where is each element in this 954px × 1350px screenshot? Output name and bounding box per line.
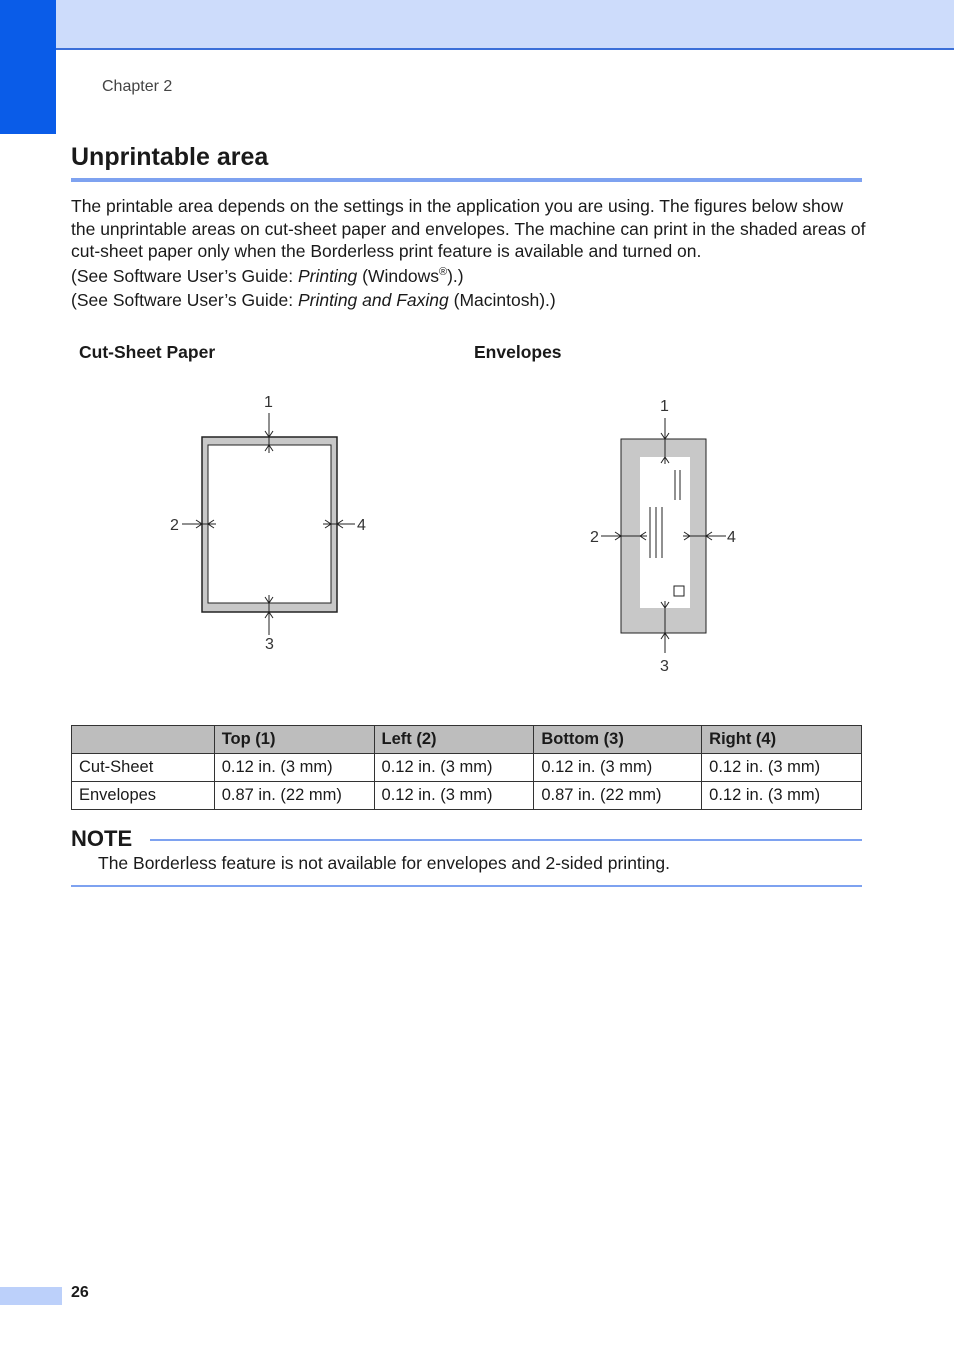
margins-table <box>71 725 862 810</box>
table-header-row <box>72 726 862 754</box>
header-cell: Left (2) <box>374 726 534 754</box>
header-cell: Top (1) <box>214 726 374 754</box>
label-3: 3 <box>660 658 669 675</box>
note-bottom-rule <box>71 885 862 887</box>
note-rule <box>150 839 862 841</box>
cut-sheet-diagram <box>150 385 400 660</box>
label-2: 2 <box>170 517 179 534</box>
table-cell: 0.12 in. (3 mm) <box>374 782 534 810</box>
label-4: 4 <box>357 517 366 534</box>
table-cell: 0.87 in. (22 mm) <box>214 782 374 810</box>
label-1: 1 <box>660 398 669 415</box>
table-cell: 0.12 in. (3 mm) <box>702 782 862 810</box>
envelope-diagram <box>580 390 760 680</box>
note-heading: NOTE <box>71 826 133 851</box>
intro-paragraph: The printable area depends on the settings in the application you are using. The figures below show the unprintable areas on cut-sheet paper and envelopes. The machine can print in the shaded areas of cut-sheet paper only when the Borderless print feature is available and turned on. <box>71 196 866 261</box>
page-number: 26 <box>71 1284 89 1301</box>
page-number-bar <box>0 1287 62 1305</box>
header-band <box>0 0 954 50</box>
printable-area <box>208 445 331 603</box>
label-4: 4 <box>727 529 736 546</box>
table-cell: 0.87 in. (22 mm) <box>534 782 702 810</box>
table-cell: Envelopes <box>72 782 215 810</box>
printable-area <box>640 457 690 608</box>
table-cell: 0.12 in. (3 mm) <box>702 754 862 782</box>
table-row <box>72 754 862 782</box>
title-rule <box>71 178 862 182</box>
chapter-tab <box>0 0 56 134</box>
header-cell: Bottom (3) <box>534 726 702 754</box>
header-cell: Right (4) <box>702 726 862 754</box>
see-mac-reference: (See Software User’s Guide: Printing and Faxing (Macintosh).) <box>71 290 556 310</box>
table-row <box>72 782 862 810</box>
label-2: 2 <box>590 529 599 546</box>
cut-sheet-title: Cut-Sheet Paper <box>79 342 216 362</box>
table-cell: Cut-Sheet <box>72 754 215 782</box>
see-windows-reference: (See Software User’s Guide: Printing (Windows®).) <box>71 266 464 286</box>
table-cell: 0.12 in. (3 mm) <box>214 754 374 782</box>
section-title: Unprintable area <box>71 143 269 171</box>
table-cell: 0.12 in. (3 mm) <box>534 754 702 782</box>
header-cell <box>72 726 215 754</box>
stamp-box <box>674 586 684 596</box>
label-1: 1 <box>264 394 273 411</box>
envelopes-title: Envelopes <box>474 342 562 362</box>
note-text: The Borderless feature is not available for envelopes and 2-sided printing. <box>98 853 671 873</box>
label-3: 3 <box>265 636 274 653</box>
table-cell: 0.12 in. (3 mm) <box>374 754 534 782</box>
chapter-label: Chapter 2 <box>102 78 173 95</box>
